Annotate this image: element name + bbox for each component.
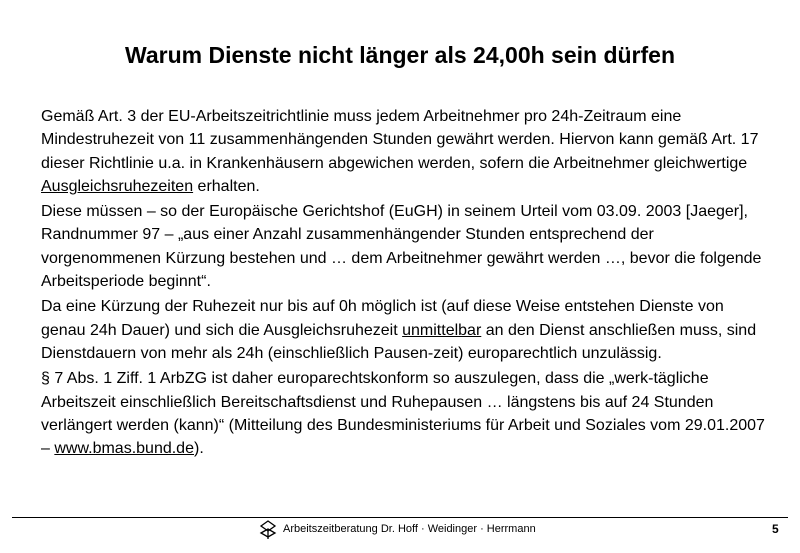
slide-title: Warum Dienste nicht länger als 24,00h sein dürfen bbox=[124, 42, 676, 68]
paragraph-text: Diese müssen – so der Europäische Gerichtshof (EuGH) in seinem Urteil vom 03.09. 2003 [Jaeger], Randnummer 97 – „aus einer Anzahl zusammenhängender Stunden entsprechend der vorgenommenen Kürzung bestehen und … dem Arbeitnehmer gewährt werden …, bevor die folgende Arbeitsperiode beginnt“. bbox=[41, 203, 762, 291]
footer-text: Arbeitszeitberatung Dr. Hoff · Weidinger · Herrmann bbox=[283, 523, 536, 535]
underlined-term-unmittelbar: unmittelbar bbox=[402, 321, 482, 339]
paragraph-arbzg bbox=[41, 367, 771, 460]
footer-divider bbox=[12, 517, 788, 518]
paragraph-text: § 7 Abs. 1 Ziff. 1 ArbZG ist daher europarechtskonform so auszulegen, dass die „werk-tägliche Arbeitszeit einschließlich Bereitschaftsdienst und Ruhepausen … längstens bis auf 24 Stunden verlängert werden (kann)“ (Mitteilung des Bundesministeriums für Arbeit und Soziales vom 29.01.2007 – bbox=[41, 370, 765, 458]
slide-body bbox=[41, 105, 771, 462]
paragraph-text: ). bbox=[193, 440, 204, 458]
paragraph-text: erhalten. bbox=[193, 177, 260, 195]
paragraph-directive bbox=[41, 105, 771, 198]
paragraph-text: an den Dienst anschließen muss, sind Dienstdauern von mehr als 24h (einschließlich Pausen-zeit) europarechtlich unzulässig. bbox=[41, 321, 757, 362]
arbeitszeitberatung-logo-icon bbox=[259, 520, 277, 540]
paragraph-text: Da eine Kürzung der Ruhezeit nur bis auf 0h möglich ist (auf diese Weise entstehen Dienste von genau 24h Dauer) und sich die Ausgleichsruhezeit bbox=[41, 298, 724, 339]
paragraph-eugh-ruling bbox=[41, 200, 771, 293]
slide-footer bbox=[0, 519, 800, 541]
paragraph-shortening bbox=[41, 295, 771, 365]
underlined-term-ausgleichsruhezeiten: Ausgleichsruhezeiten bbox=[41, 177, 194, 195]
paragraph-text: Gemäß Art. 3 der EU-Arbeitszeitrichtlinie muss jedem Arbeitnehmer pro 24h-Zeitraum eine Mindestruhezeit von 11 zusammenhängenden Stunden gewährt werden. Hiervon kann gemäß Art. 17 dieser Richtlinie u.a. in Krankenhäusern abgewichen werden, sofern die Arbeitnehmer gleichwertige bbox=[41, 108, 759, 172]
page-number: 5 bbox=[772, 522, 779, 536]
bmas-link[interactable]: www.bmas.bund.de bbox=[54, 440, 194, 458]
